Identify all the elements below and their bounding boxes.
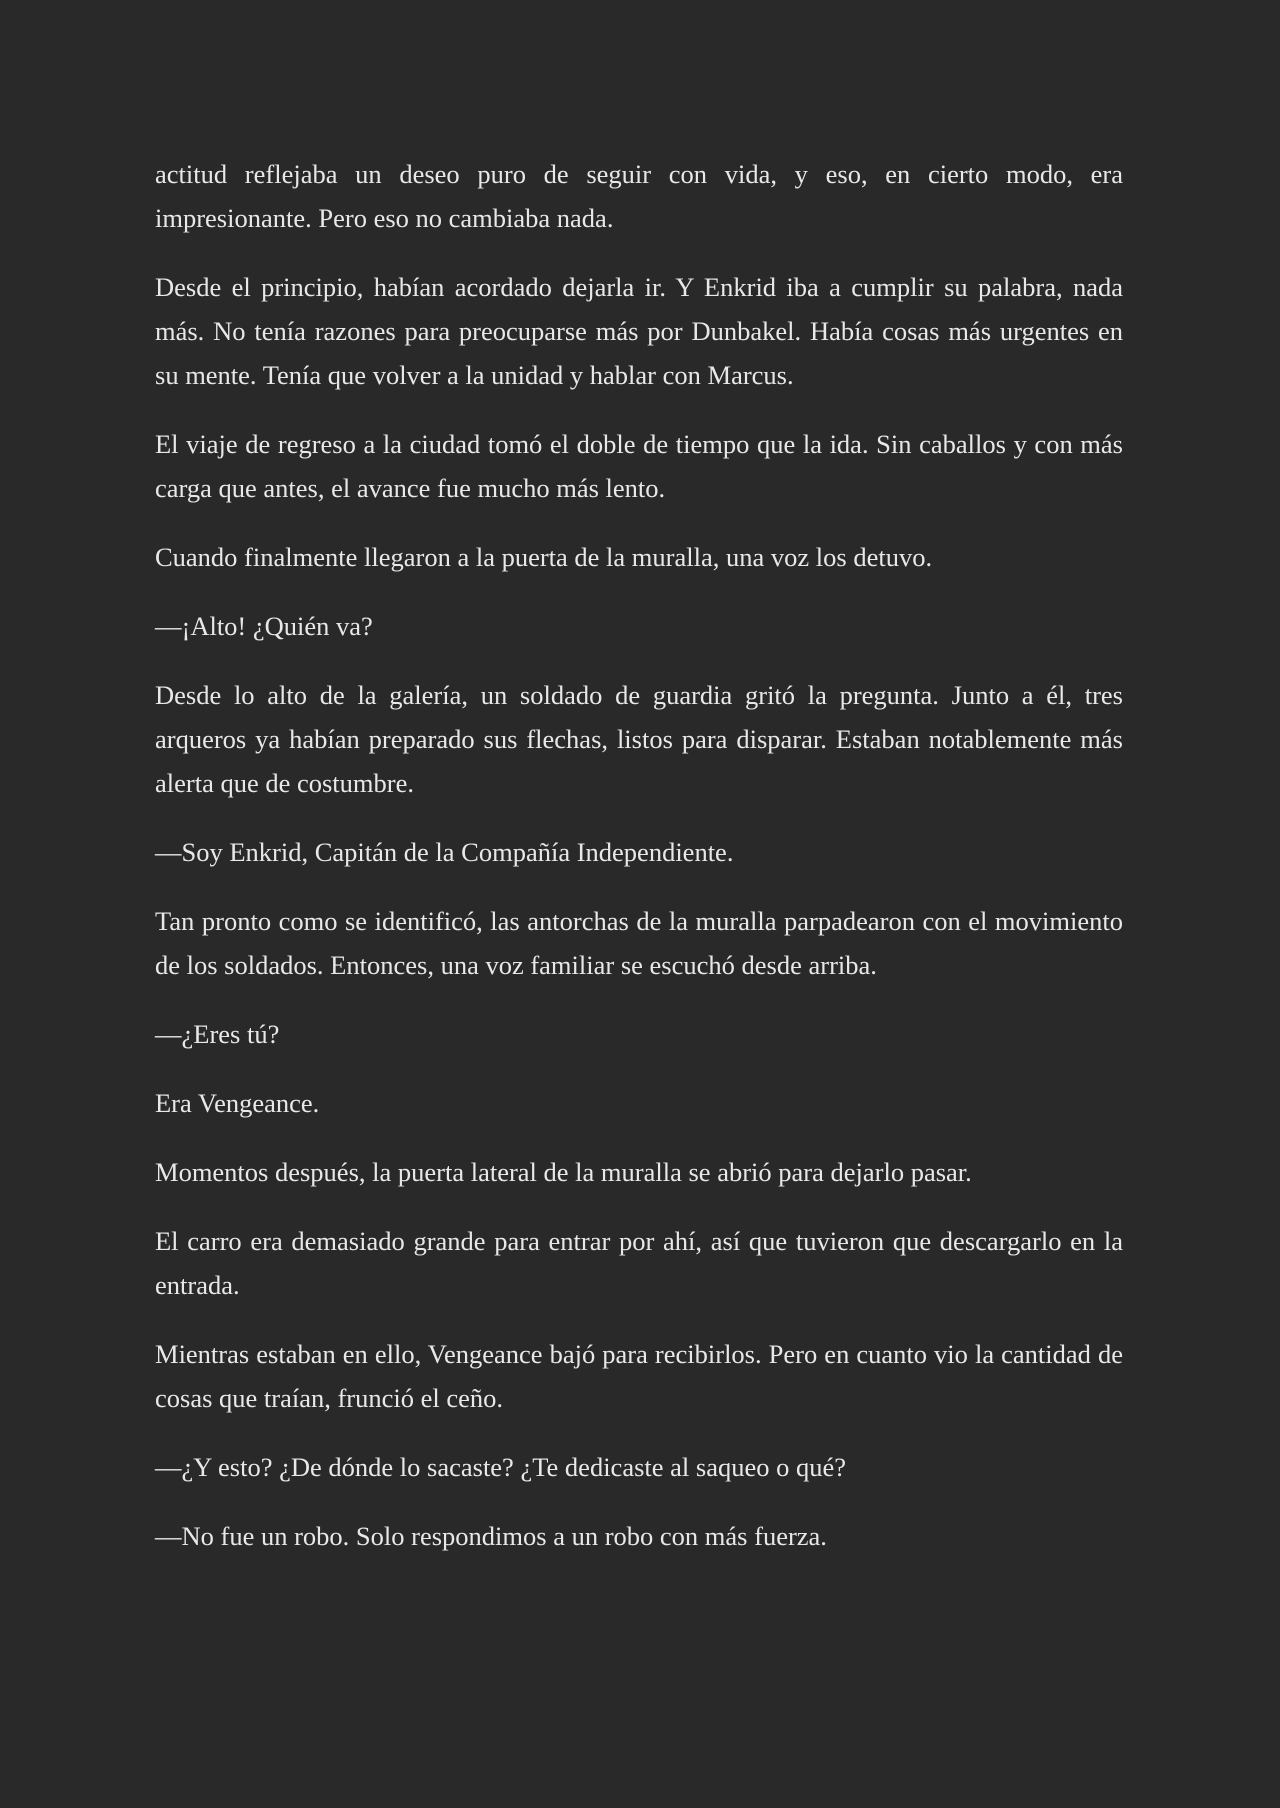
paragraph: actitud reflejaba un deseo puro de seguir con vida, y eso, en cierto modo, era impresionante. Pero eso no cambiaba nada. [155,159,1123,233]
dialogue-line: —No fue un robo. Solo respondimos a un robo con más fuerza. [155,1521,827,1551]
paragraph: Cuando finalmente llegaron a la puerta de la muralla, una voz los detuvo. [155,542,933,572]
paragraph: Mientras estaban en ello, Vengeance bajó para recibirlos. Pero en cuanto vio la cantidad de cosas que traían, frunció el ceño. [155,1339,1123,1413]
paragraph: Tan pronto como se identificó, las antorchas de la muralla parpadearon con el movimiento de los soldados. Entonces, una voz familiar se escuchó desde arriba. [155,906,1123,980]
paragraph: Desde el principio, habían acordado dejarla ir. Y Enkrid iba a cumplir su palabra, nada más. No tenía razones para preocuparse más por Dunbakel. Había cosas más urgentes en su mente. Tenía que volver a la unidad y hablar con Marcus. [155,272,1123,390]
paragraph: Momentos después, la puerta lateral de la muralla se abrió para dejarlo pasar. [155,1157,972,1187]
dialogue-line: —¿Eres tú? [155,1019,280,1049]
paragraph: Era Vengeance. [155,1088,320,1118]
paragraph: El carro era demasiado grande para entrar por ahí, así que tuvieron que descargarlo en la entrada. [155,1226,1123,1300]
chapter-text [155,152,1123,1583]
paragraph: Desde lo alto de la galería, un soldado de guardia gritó la pregunta. Junto a él, tres arqueros ya habían preparado sus flechas, listos para disparar. Estaban notablemente más alerta que de costumbre. [155,680,1123,798]
dialogue-line: —¿Y esto? ¿De dónde lo sacaste? ¿Te dedicaste al saqueo o qué? [155,1452,847,1482]
dialogue-line: —Soy Enkrid, Capitán de la Compañía Independiente. [155,837,734,867]
paragraph: El viaje de regreso a la ciudad tomó el doble de tiempo que la ida. Sin caballos y con más carga que antes, el avance fue mucho más lento. [155,429,1123,503]
dialogue-line: —¡Alto! ¿Quién va? [155,611,373,641]
